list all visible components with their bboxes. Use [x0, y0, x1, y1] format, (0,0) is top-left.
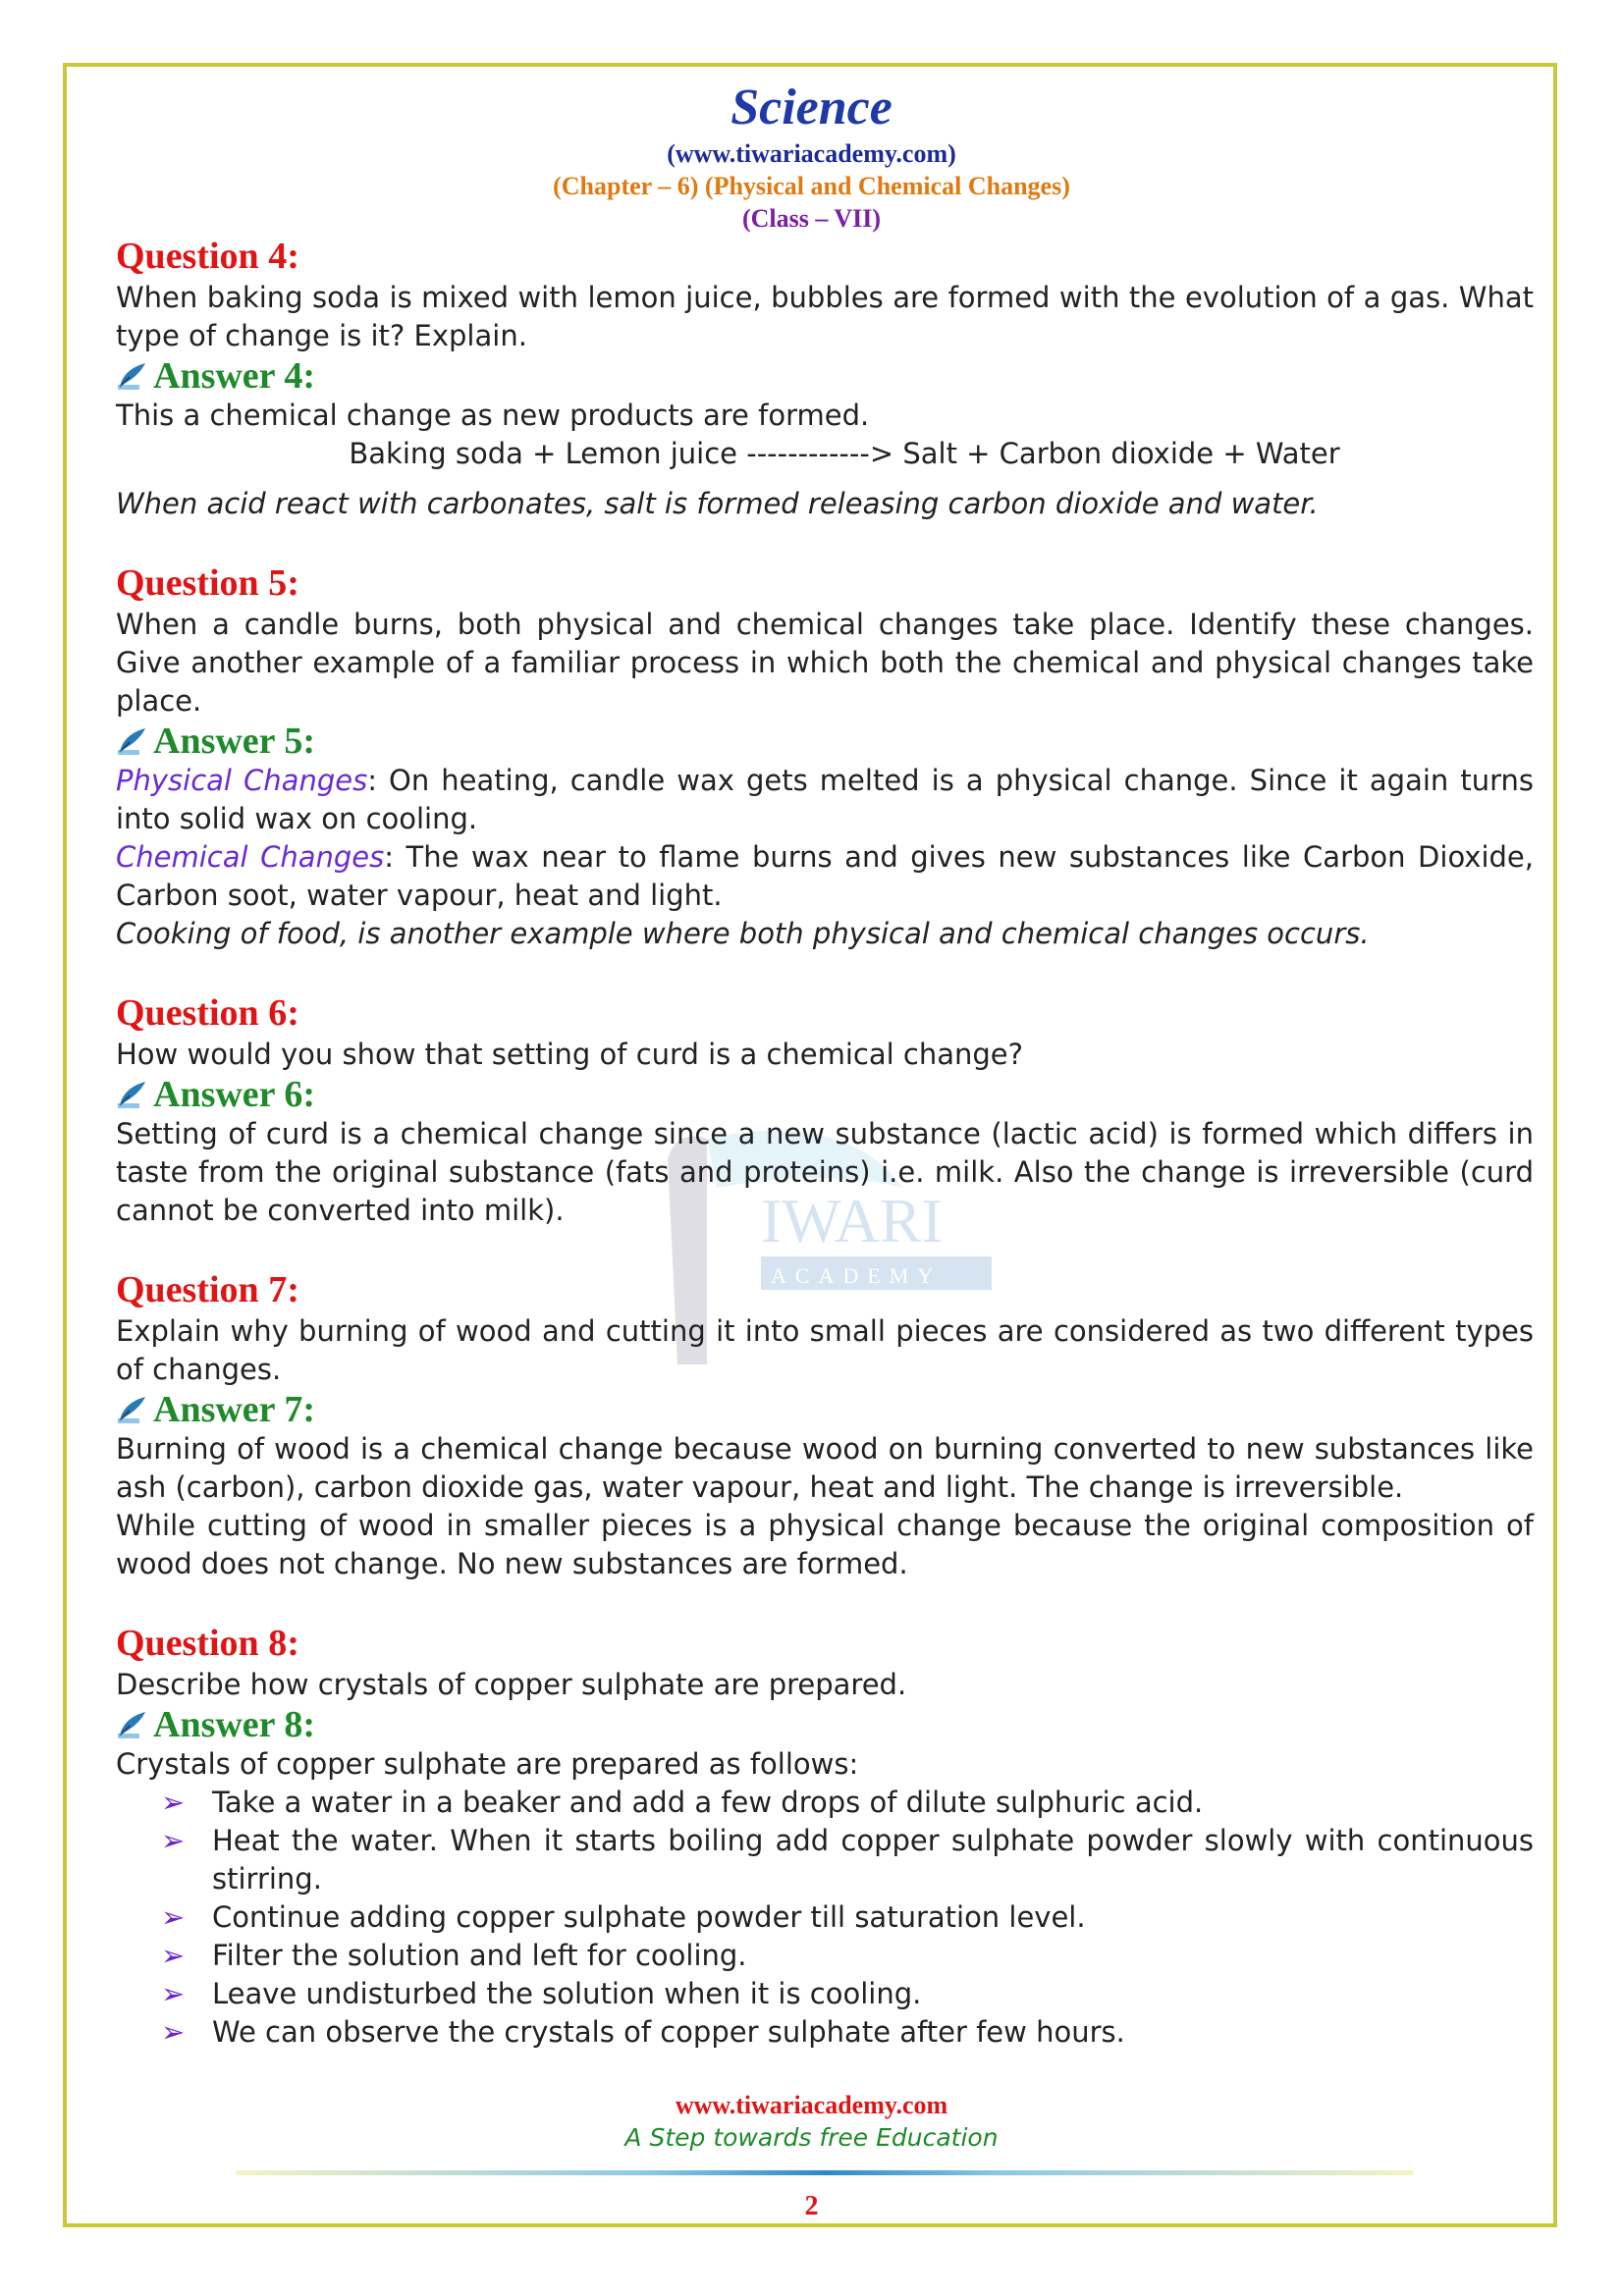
- question-8-text: Describe how crystals of copper sulphate are prepared.: [116, 1668, 907, 1701]
- answer-5-note: Cooking of food, is another example where both physical and chemical changes occurs.: [116, 917, 1370, 950]
- answer-4-equation: Baking soda + Lemon juice ------------> Salt + Carbon dioxide + Water: [349, 437, 1340, 470]
- answer-8-heading: [116, 1704, 1534, 1745]
- list-item: ➢ Filter the solution and left for cooling.: [161, 1937, 1534, 1975]
- answer-8-intro: Crystals of copper sulphate are prepared as follows:: [116, 1747, 859, 1781]
- question-6-text: How would you show that setting of curd is a chemical change?: [116, 1038, 1024, 1071]
- header-chapter: (Chapter – 6) (Physical and Chemical Changes): [553, 172, 1070, 200]
- answer-5-physical: [116, 762, 1534, 838]
- footer-divider: [236, 2170, 1414, 2175]
- answer-7-heading: [116, 1389, 1534, 1430]
- watermark-text: IWARI: [761, 1186, 943, 1255]
- arrow-bullet-icon: ➢: [161, 1939, 186, 1972]
- arrow-bullet-icon: ➢: [161, 1824, 186, 1857]
- question-5-label: Question 5:: [116, 562, 299, 604]
- answer-4-note: When acid react with carbonates, salt is formed releasing carbon dioxide and water.: [116, 487, 1319, 520]
- answer-4-label: Answer 4:: [153, 355, 316, 397]
- answer-5-heading: [116, 721, 1534, 762]
- answer-6-text: Setting of curd is a chemical change since a new substance (lactic acid) is formed which differs in taste from the original substance (fats and proteins) i.e. milk. Also the change is irreversible (curd cannot be converted into milk).: [116, 1117, 1534, 1227]
- list-item: ➢ Leave undisturbed the solution when it is cooling.: [161, 1975, 1534, 2013]
- answer-6-heading: [116, 1074, 1534, 1115]
- list-item: ➢ We can observe the crystals of copper sulphate after few hours.: [161, 2013, 1534, 2052]
- arrow-bullet-icon: ➢: [161, 1900, 186, 1934]
- header-website: (www.tiwariacademy.com): [667, 139, 956, 168]
- quill-pen-icon: [116, 1395, 149, 1424]
- question-4-text: When baking soda is mixed with lemon juice, bubbles are formed with the evolution of a gas. What type of change is it? Explain.: [116, 281, 1534, 352]
- answer-7-label: Answer 7:: [153, 1389, 316, 1430]
- chemical-changes-label: Chemical Changes: [116, 840, 385, 874]
- question-8-label: Question 8:: [116, 1623, 299, 1664]
- list-item: ➢ Take a water in a beaker and add a few drops of dilute sulphuric acid.: [161, 1784, 1534, 1822]
- page-number: 2: [804, 2191, 819, 2221]
- question-4-label: Question 4:: [116, 236, 299, 277]
- answer-5-chemical: [116, 838, 1534, 915]
- page-title: Science: [730, 80, 893, 135]
- question-5-text: When a candle burns, both physical and chemical changes take place. Identify these changes. Give another example of a familiar process in which both the chemical and physical changes take place.: [116, 608, 1534, 718]
- list-item: ➢ Continue adding copper sulphate powder till saturation level.: [161, 1898, 1534, 1937]
- arrow-bullet-icon: ➢: [161, 2015, 186, 2049]
- list-item: ➢ Heat the water. When it starts boiling add copper sulphate powder slowly with continuous stirring.: [161, 1824, 1534, 1896]
- footer-tagline: A Step towards free Education: [624, 2123, 999, 2152]
- header-class: (Class – VII): [741, 204, 882, 233]
- chemical-changes-text: : The wax near to flame burns and gives new substances like Carbon Dioxide, Carbon soot, water vapour, heat and light.: [116, 840, 1534, 912]
- answer-4-heading: [116, 355, 1534, 397]
- answer-6-label: Answer 6:: [153, 1074, 316, 1115]
- watermark-subtext: ACADEMY: [771, 1263, 943, 1288]
- question-6-label: Question 6:: [116, 992, 299, 1034]
- answer-5-label: Answer 5:: [153, 721, 316, 762]
- arrow-bullet-icon: ➢: [161, 1786, 186, 1819]
- quill-pen-icon: [116, 1710, 149, 1739]
- physical-changes-label: Physical Changes: [116, 764, 368, 797]
- quill-pen-icon: [116, 726, 149, 756]
- copper-sulphate-steps: [116, 1784, 1534, 2052]
- physical-changes-text: : On heating, candle wax gets melted is a physical change. Since it again turns into solid wax on cooling.: [116, 764, 1534, 835]
- answer-4-line: This a chemical change as new products are formed.: [116, 399, 870, 432]
- arrow-bullet-icon: ➢: [161, 1977, 186, 2010]
- footer-website-link[interactable]: www.tiwariacademy.com: [675, 2091, 948, 2119]
- answer-7-paragraph-1: Burning of wood is a chemical change because wood on burning converted to new substances like ash (carbon), carbon dioxide gas, water vapour, heat and light. The change is irreversible.: [116, 1432, 1534, 1504]
- main-content: [116, 234, 1534, 2052]
- question-7-label: Question 7:: [116, 1269, 299, 1310]
- quill-pen-icon: [116, 1080, 149, 1109]
- quill-pen-icon: [116, 361, 149, 391]
- question-7-text: Explain why burning of wood and cutting it into small pieces are considered as two different types of changes.: [116, 1314, 1534, 1386]
- answer-8-label: Answer 8:: [153, 1704, 316, 1745]
- answer-7-paragraph-2: While cutting of wood in smaller pieces is a physical change because the original composition of wood does not change. No new substances are formed.: [116, 1509, 1534, 1580]
